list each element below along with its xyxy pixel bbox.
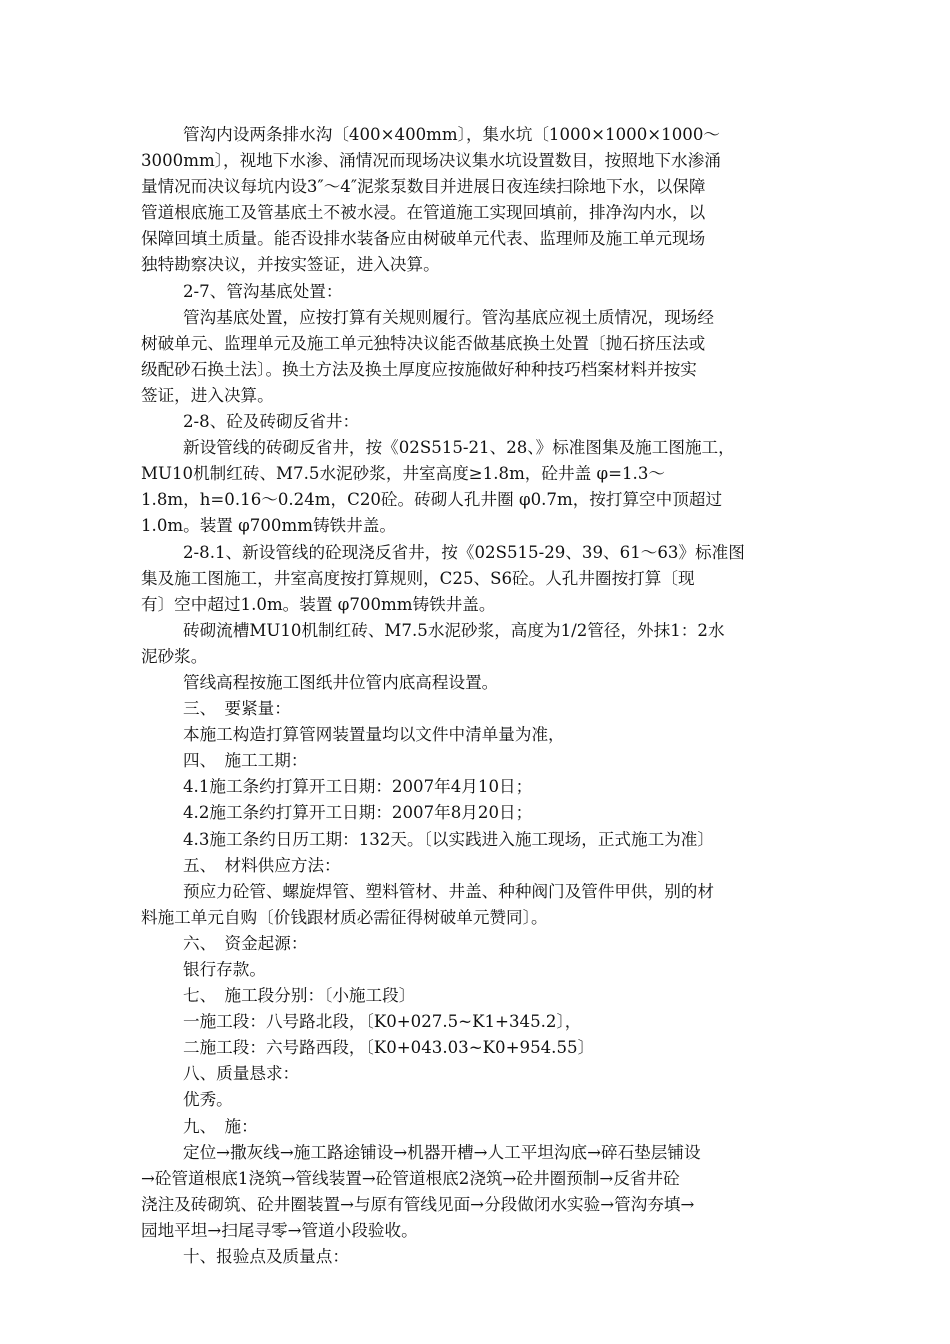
document-body	[141, 122, 809, 1270]
text-line: 六、 资金起源：	[183, 933, 308, 953]
text-line: 预应力砼管、螺旋焊管、塑料管材、井盖、种种阀门及管件甲供，别的材	[183, 881, 714, 901]
text-line: 管沟内设两条排水沟〔400×400mm〕，集水坑〔1000×1000×1000～	[183, 125, 721, 144]
text-line: 级配砂石换土法〕。换土方法及换土厚度应按施做好种种技巧档案材料并按实	[141, 359, 697, 379]
text-line: 4.2施工条约打算开工日期：2007年8月20日；	[183, 803, 533, 823]
text-line: 浇注及砖砌筑、砼井圈装置→与原有管线见面→分段做闭水实验→管沟夯填→	[141, 1194, 695, 1214]
text-line: 独特勘察决议，并按实签证，进入决算。	[141, 255, 440, 275]
text-line: 十、报验点及质量点：	[183, 1247, 349, 1267]
text-line: 九、 施：	[183, 1116, 258, 1136]
text-line: 2-8.1、新设管线的砼现浇反省井，按《02S515-29、39、61～63》标准图	[183, 542, 745, 562]
text-line: 银行存款。	[183, 960, 266, 979]
text-line: 定位→撒灰线→施工路途铺设→机器开槽→人工平坦沟底→碎石垫层铺设	[183, 1142, 701, 1162]
text-line: 4.3施工条约日历工期：132天。〔以实践进入施工现场，正式施工为准〕	[183, 829, 714, 849]
text-line: 优秀。	[183, 1090, 233, 1110]
text-line: 八、质量恳求：	[183, 1064, 300, 1084]
text-line: 管沟基底处置，应按打算有关规则履行。管沟基底应视土质情况，现场经	[183, 307, 714, 327]
text-line: 本施工构造打算管网装置量均以文件中清单量为准，	[183, 725, 565, 745]
text-line: 保障回填土质量。能否设排水装备应由树破单元代表、监理师及施工单元现场	[141, 229, 706, 249]
text-line: 泥砂浆。	[141, 646, 208, 666]
text-line: MU10机制红砖、M7.5水泥砂浆，井室高度≥1.8m，砼井盖 φ=1.3～	[141, 464, 665, 484]
text-line: 量情况而决议每坑内设3″～4″泥浆泵数目并进展日夜连续扫除地下水，以保障	[141, 177, 706, 197]
text-line: 管道根底施工及管基底土不被水浸。在管道施工实现回填前，排净沟内水，以	[141, 203, 706, 223]
text-line: 有〕空中超过1.0m。装置 φ700mm铸铁井盖。	[141, 594, 496, 614]
text-line: 七、 施工段分别：〔小施工段〕	[183, 986, 416, 1006]
text-line: 2-8、砼及砖砌反省井：	[183, 412, 360, 432]
text-line: 新设管线的砖砌反省井，按《02S515-21、28、》标准图集及施工图施工，	[183, 438, 735, 458]
text-line: 签证，进入决算。	[141, 385, 274, 405]
text-line: 五、 材料供应方法：	[183, 855, 341, 875]
text-line: 三、 要紧量：	[183, 699, 291, 719]
text-line: 一施工段：八号路北段，〔K0+027.5~K1+345.2〕，	[183, 1012, 582, 1032]
text-line: 3000mm〕，视地下水渗、涌情况而现场决议集水坑设置数目，按照地下水渗涌	[141, 151, 721, 171]
text-line: 1.0m。装置 φ700mm铸铁井盖。	[141, 516, 396, 536]
text-line: →砼管道根底1浇筑→管线装置→砼管道根底2浇筑→砼井圈预制→反省井砼	[141, 1168, 680, 1188]
text-line: 2-7、管沟基底处置：	[183, 281, 343, 301]
text-line: 四、 施工工期：	[183, 751, 308, 771]
text-line: 集及施工图施工，井室高度按打算规则，C25、S6砼。人孔井圈按打算〔现	[141, 568, 695, 588]
text-line: 4.1施工条约打算开工日期：2007年4月10日；	[183, 777, 533, 797]
text-line: 园地平坦→扫尾寻零→管道小段验收。	[141, 1220, 418, 1240]
text-line: 砖砌流槽MU10机制红砖、M7.5水泥砂浆，高度为1/2管径，外抹1：2水	[183, 620, 725, 640]
text-line: 二施工段：六号路西段，〔K0+043.03~K0+954.55〕	[183, 1038, 595, 1058]
text-line: 管线高程按施工图纸井位管内底高程设置。	[183, 672, 499, 692]
text-line: 树破单元、监理单元及施工单元独特决议能否做基底换土处置〔抛石挤压法或	[141, 333, 706, 353]
text-line: 1.8m，h=0.16～0.24m，C20砼。砖砌人孔井圈 φ0.7m，按打算空中顶超过	[141, 490, 723, 510]
text-line: 料施工单元自购〔价钱跟材质必需征得树破单元赞同〕。	[141, 907, 548, 927]
